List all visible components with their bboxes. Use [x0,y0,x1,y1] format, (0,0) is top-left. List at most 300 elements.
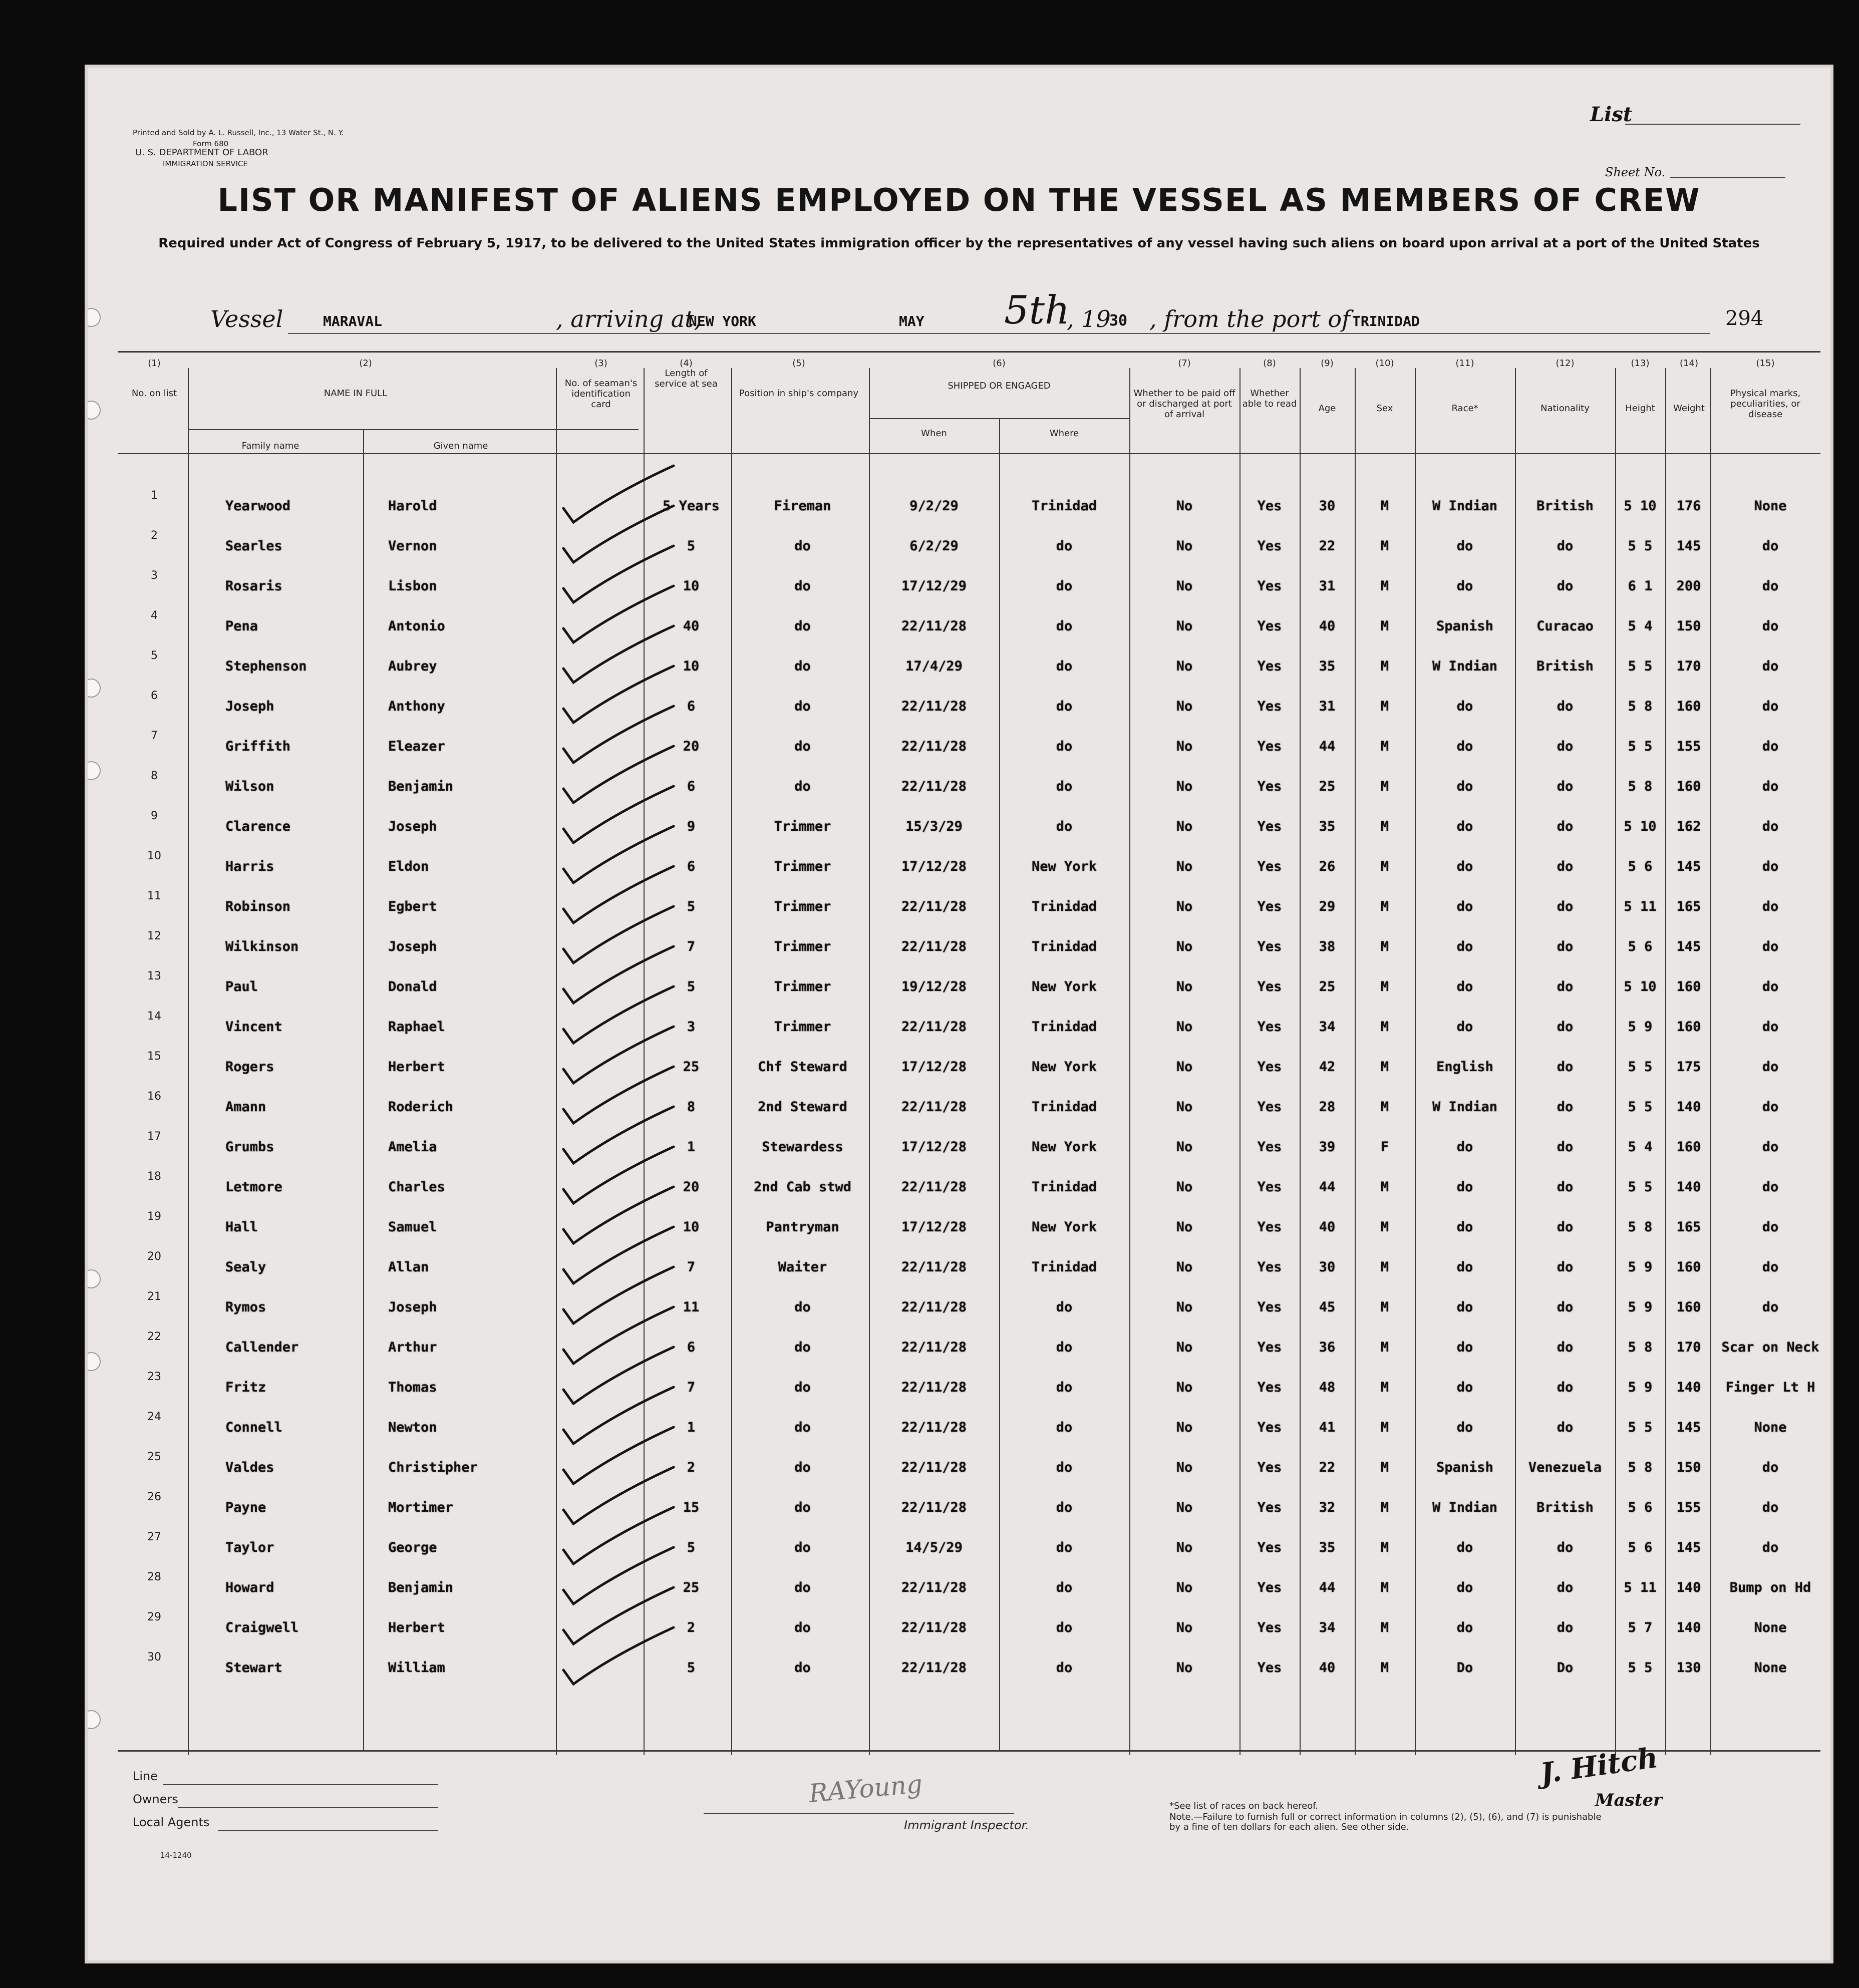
paid-off: No [1176,1219,1193,1235]
header-c6: SHIPPED OR ENGAGED [948,381,1051,391]
shipped-when: 14/5/29 [905,1540,963,1555]
age: 44 [1319,1179,1336,1195]
height: 5 9 [1628,1299,1653,1315]
given-name: Charles [388,1179,445,1195]
shipped-when: 22/11/28 [901,1380,967,1395]
paid-off: No [1176,538,1193,554]
weight: 160 [1676,1019,1701,1035]
height: 5 10 [1624,979,1657,995]
nationality: do [1557,1099,1574,1115]
nationality: do [1557,1420,1574,1435]
height: 5 4 [1628,618,1653,634]
given-name: Samuel [388,1219,437,1235]
weight: 140 [1676,1380,1701,1395]
paid-off: No [1176,859,1193,874]
local-agents-label: Local Agents [133,1815,210,1829]
row-number: 23 [147,1371,161,1383]
length-of-service: 25 [683,1059,700,1075]
paid-off: No [1176,1299,1193,1315]
family-name: Fritz [225,1380,266,1395]
height: 5 11 [1624,899,1657,914]
table-bottom-rule [118,1750,1820,1752]
physical-marks: do [1762,939,1779,954]
race: do [1456,1179,1473,1195]
shipped-when: 22/11/28 [901,779,967,794]
age: 44 [1319,1580,1336,1595]
position: do [794,1380,811,1395]
length-of-service: 10 [683,658,700,674]
family-name: Vincent [225,1019,282,1035]
shipped-where: do [1056,538,1073,554]
family-name: Craigwell [225,1620,299,1635]
race: do [1456,979,1473,995]
header-c15: Physical marks, peculiarities, or disease [1730,388,1801,420]
race: do [1456,859,1473,874]
height: 5 8 [1628,1219,1653,1235]
race: do [1456,1620,1473,1635]
shipped-where: Trinidad [1031,1259,1097,1275]
age: 31 [1319,699,1336,714]
length-of-service: 5 [687,538,696,554]
race: W Indian [1432,498,1498,514]
shipped-where: do [1056,1580,1073,1595]
paid-off: No [1176,1620,1193,1635]
nationality: do [1557,1019,1574,1035]
height: 5 8 [1628,1460,1653,1475]
able-to-read: Yes [1257,1500,1282,1515]
length-of-service: 10 [683,578,700,594]
shipped-where: do [1056,1460,1073,1475]
physical-marks: do [1762,699,1779,714]
position: Trimmer [774,819,831,834]
paid-off: No [1176,939,1193,954]
given-name: Herbert [388,1620,445,1635]
age: 39 [1319,1139,1336,1155]
family-name: Wilkinson [225,939,299,954]
nationality: do [1557,939,1574,954]
weight: 160 [1676,1299,1701,1315]
physical-marks: do [1762,859,1779,874]
shipped-when: 22/11/28 [901,739,967,754]
family-name: Valdes [225,1460,274,1475]
position: Trimmer [774,859,831,874]
weight: 155 [1676,1500,1701,1515]
given-name: Lisbon [388,578,437,594]
row-number: 19 [147,1210,161,1223]
sex: M [1380,498,1389,514]
weight: 175 [1676,1059,1701,1075]
position: do [794,618,811,634]
shipped-when: 17/12/28 [901,1219,967,1235]
weight: 145 [1676,1540,1701,1555]
position: do [794,739,811,754]
height: 5 5 [1628,1179,1653,1195]
given-name: Antonio [388,618,445,634]
age: 25 [1319,779,1336,794]
sheet-underline [1670,177,1785,178]
length-of-service: 1 [687,1420,696,1435]
sex: M [1380,658,1389,674]
shipped-when: 22/11/28 [901,1179,967,1195]
physical-marks: do [1762,1299,1779,1315]
binder-hole [88,308,101,327]
owners-label: Owners [133,1792,178,1806]
height: 5 4 [1628,1139,1653,1155]
weight: 160 [1676,1139,1701,1155]
given-name: Roderich [388,1099,454,1115]
age: 41 [1319,1420,1336,1435]
row-number: 26 [147,1491,161,1503]
shipped-where: New York [1031,979,1097,995]
paid-off: No [1176,739,1193,754]
length-of-service: 3 [687,1019,696,1035]
able-to-read: Yes [1257,779,1282,794]
year-label: , 19 [1067,305,1111,333]
column-number: (5) [792,358,805,369]
col-rule [1240,368,1241,1755]
row-number: 20 [147,1250,161,1263]
family-name: Taylor [225,1540,274,1555]
given-name: Arthur [388,1340,437,1355]
race: do [1456,1540,1473,1555]
age: 28 [1319,1099,1336,1115]
given-name: Benjamin [388,779,454,794]
nationality: do [1557,1340,1574,1355]
height: 5 8 [1628,699,1653,714]
race: do [1456,1219,1473,1235]
family-name: Payne [225,1500,266,1515]
shipped-when: 22/11/28 [901,899,967,914]
physical-marks: do [1762,819,1779,834]
position: Trimmer [774,939,831,954]
physical-marks: Bump on Hd [1729,1580,1811,1595]
row-number: 6 [151,690,158,702]
position: do [794,538,811,554]
length-of-service: 5 Years [663,498,720,514]
race: W Indian [1432,658,1498,674]
header-c7: Whether to be paid off or discharged at port of arrival [1133,388,1235,420]
row-number: 22 [147,1331,161,1343]
length-of-service: 2 [687,1460,696,1475]
paid-off: No [1176,658,1193,674]
paid-off: No [1176,699,1193,714]
column-number: (11) [1455,358,1474,369]
col-rule [1415,368,1416,1755]
shipped-when: 22/11/28 [901,939,967,954]
arriving-label: , arriving at, [556,305,702,333]
race: do [1456,819,1473,834]
binder-hole [88,401,101,420]
row-number: 2 [151,529,158,542]
given-name: Mortimer [388,1500,454,1515]
sex: M [1380,1540,1389,1555]
position: Trimmer [774,979,831,995]
header-c8: Whether able to read [1242,388,1297,409]
row-number: 7 [151,730,158,742]
paid-off: No [1176,618,1193,634]
column-number: (4) [680,358,693,369]
family-name: Wilson [225,779,274,794]
nationality: do [1557,859,1574,874]
physical-marks: do [1762,779,1779,794]
sex: M [1380,1179,1389,1195]
physical-marks: do [1762,739,1779,754]
given-name: Christipher [388,1460,478,1475]
shipped-when: 22/11/28 [901,1580,967,1595]
sex: M [1380,618,1389,634]
agents-underline [218,1830,438,1831]
shipped-where: do [1056,1660,1073,1676]
form-code: 14-1240 [160,1851,192,1860]
sex: M [1380,578,1389,594]
position: do [794,658,811,674]
shipped-where: do [1056,1340,1073,1355]
family-name: Pena [225,618,258,634]
header-c10: Sex [1376,403,1393,414]
physical-marks: do [1762,618,1779,634]
vessel-underline [288,333,1710,334]
length-of-service: 7 [687,939,696,954]
physical-marks: do [1762,1179,1779,1195]
sex: M [1380,1219,1389,1235]
family-name: Stephenson [225,658,307,674]
length-of-service: 20 [683,739,700,754]
paid-off: No [1176,1540,1193,1555]
shipped-when: 22/11/28 [901,1460,967,1475]
col-rule [1129,368,1130,1755]
nationality: do [1557,1299,1574,1315]
weight: 165 [1676,1219,1701,1235]
arrival-month: MAY [899,313,924,329]
physical-marks: do [1762,899,1779,914]
nationality: do [1557,1540,1574,1555]
col-rule [869,368,870,1755]
arrival-port: NEW YORK [689,313,756,329]
shipped-when: 17/12/28 [901,1139,967,1155]
given-name: Vernon [388,538,437,554]
position: do [794,1540,811,1555]
position: do [794,1420,811,1435]
able-to-read: Yes [1257,1420,1282,1435]
length-of-service: 5 [687,1660,696,1676]
shipped-when: 22/11/28 [901,1099,967,1115]
header-c2a: Family name [241,441,299,451]
binder-hole [88,1710,101,1729]
paid-off: No [1176,979,1193,995]
age: 36 [1319,1340,1336,1355]
able-to-read: Yes [1257,1139,1282,1155]
row-number: 16 [147,1090,161,1103]
header-c11: Race* [1451,403,1478,414]
height: 5 5 [1628,1059,1653,1075]
race: do [1456,538,1473,554]
header-c6a: When [921,428,947,439]
departure-port: TRINIDAD [1352,313,1420,329]
given-name: Harold [388,498,437,514]
row-number: 24 [147,1411,161,1423]
arrival-year: 30 [1109,312,1128,329]
paid-off: No [1176,1340,1193,1355]
shipped-where: Trinidad [1031,939,1097,954]
sex: M [1380,899,1389,914]
family-name: Searles [225,538,282,554]
height: 5 11 [1624,1580,1657,1595]
height: 5 8 [1628,1340,1653,1355]
shipped-when: 9/2/29 [909,498,959,514]
nationality: Venezuela [1528,1460,1602,1475]
shipped-where: do [1056,699,1073,714]
col-rule [188,368,189,1755]
nationality: do [1557,779,1574,794]
form-title: LIST OR MANIFEST OF ALIENS EMPLOYED ON THE VESSEL AS MEMBERS OF CREW [217,182,1701,218]
height: 5 10 [1624,498,1657,514]
weight: 140 [1676,1580,1701,1595]
from-port-label: , from the port of [1149,305,1351,333]
race: do [1456,1340,1473,1355]
height: 5 6 [1628,859,1653,874]
paid-off: No [1176,1500,1193,1515]
given-name: Joseph [388,1299,437,1315]
age: 38 [1319,939,1336,954]
race: do [1456,779,1473,794]
sex: M [1380,859,1389,874]
length-of-service: 1 [687,1139,696,1155]
shipped-where: New York [1031,1059,1097,1075]
length-of-service: 8 [687,1099,696,1115]
length-of-service: 6 [687,1340,696,1355]
race: Do [1456,1660,1473,1676]
binder-hole [88,761,101,780]
height: 6 1 [1628,578,1653,594]
able-to-read: Yes [1257,1620,1282,1635]
nationality: do [1557,819,1574,834]
given-name: Joseph [388,819,437,834]
department-name: U. S. DEPARTMENT OF LABOR [135,147,268,158]
nationality: do [1557,1259,1574,1275]
physical-marks: do [1762,1540,1779,1555]
weight: 165 [1676,899,1701,914]
column-number: (3) [594,358,607,369]
shipped-where: do [1056,1380,1073,1395]
sheet-label: Sheet No. [1605,165,1666,179]
age: 40 [1319,618,1336,634]
sex: M [1380,1580,1389,1595]
column-number: (7) [1178,358,1191,369]
shipped-when: 17/12/29 [901,578,967,594]
physical-marks: do [1762,1219,1779,1235]
weight: 170 [1676,658,1701,674]
weight: 160 [1676,699,1701,714]
given-name: Eleazer [388,739,445,754]
race: Spanish [1436,618,1493,634]
column-number: (2) [359,358,372,369]
races-note: *See list of races on back hereof. [1169,1801,1318,1811]
weight: 145 [1676,538,1701,554]
shipped-where: New York [1031,1139,1097,1155]
physical-marks: do [1762,1259,1779,1275]
family-name: Clarence [225,819,291,834]
length-of-service: 6 [687,779,696,794]
height: 5 6 [1628,939,1653,954]
binder-hole [88,1269,101,1288]
able-to-read: Yes [1257,1580,1282,1595]
header-c1: No. on list [131,388,177,399]
nationality: do [1557,1580,1574,1595]
weight: 140 [1676,1620,1701,1635]
form-subtitle: Required under Act of Congress of February 5, 1917, to be delivered to the United States immigration officer by the representatives of any vessel having such aliens on board upon arrival at a port of the United States [158,236,1760,251]
paid-off: No [1176,1059,1193,1075]
physical-marks: None [1754,498,1787,514]
printer-line: Printed and Sold by A. L. Russell, Inc., 13 Water St., N. Y. [133,128,344,137]
col-rule [363,429,364,1750]
height: 5 5 [1628,1099,1653,1115]
shipped-when: 22/11/28 [901,1340,967,1355]
sex: M [1380,979,1389,995]
length-of-service: 25 [683,1580,700,1595]
length-of-service: 7 [687,1259,696,1275]
given-name: Anthony [388,699,445,714]
age: 34 [1319,1019,1336,1035]
shipped-when: 17/12/28 [901,1059,967,1075]
physical-marks: None [1754,1620,1787,1635]
nationality: British [1536,498,1594,514]
nationality: British [1536,658,1594,674]
race: English [1436,1059,1493,1075]
length-of-service: 5 [687,979,696,995]
physical-marks: do [1762,1500,1779,1515]
race: do [1456,1139,1473,1155]
given-name: Donald [388,979,437,995]
physical-marks: do [1762,1019,1779,1035]
shipped-where: do [1056,1420,1073,1435]
able-to-read: Yes [1257,578,1282,594]
row-number: 29 [147,1611,161,1623]
family-name: Amann [225,1099,266,1115]
inspector-underline [704,1813,1014,1814]
paid-off: No [1176,1380,1193,1395]
weight: 140 [1676,1099,1701,1115]
shipped-where: do [1056,658,1073,674]
row-number: 18 [147,1170,161,1183]
physical-marks: do [1762,1139,1779,1155]
shipped-when: 22/11/28 [901,1660,967,1676]
manifest-page [88,68,1830,1960]
able-to-read: Yes [1257,699,1282,714]
col-rule [999,418,1000,1750]
shipped-when: 22/11/28 [901,1019,967,1035]
family-name: Rymos [225,1299,266,1315]
weight: 176 [1676,498,1701,514]
weight: 170 [1676,1340,1701,1355]
physical-marks: do [1762,1059,1779,1075]
height: 5 7 [1628,1620,1653,1635]
age: 30 [1319,498,1336,514]
race: do [1456,1259,1473,1275]
physical-marks: Finger Lt H [1725,1380,1815,1395]
family-name: Rogers [225,1059,274,1075]
position: Chf Steward [758,1059,847,1075]
header-c5: Position in ship's company [739,388,859,399]
shipped-when: 22/11/28 [901,1620,967,1635]
physical-marks: do [1762,1099,1779,1115]
family-name: Connell [225,1420,282,1435]
weight: 130 [1676,1660,1701,1676]
given-name: George [388,1540,437,1555]
sex: M [1380,1420,1389,1435]
column-number: (6) [993,358,1006,369]
race: do [1456,699,1473,714]
shipped-when: 17/12/28 [901,859,967,874]
